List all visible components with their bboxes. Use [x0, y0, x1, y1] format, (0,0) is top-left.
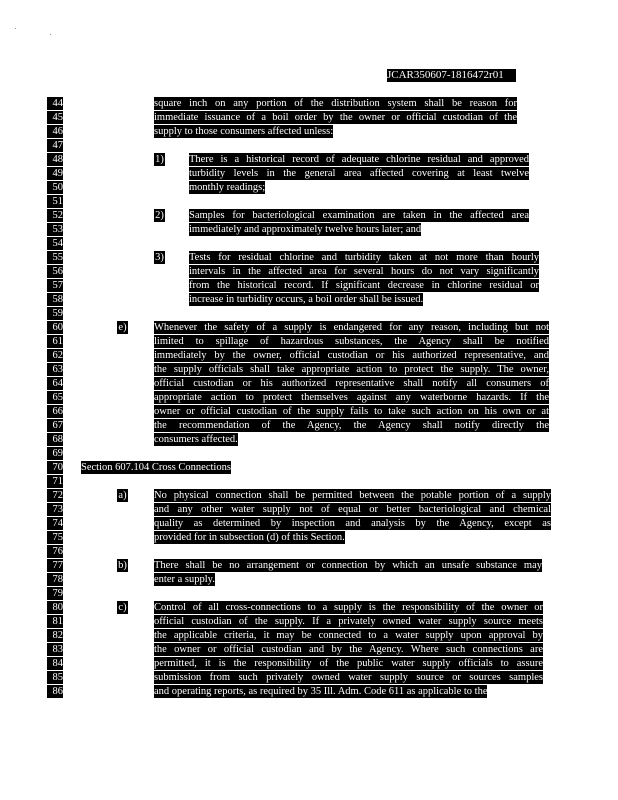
line-number: 46 — [47, 125, 63, 138]
line-number: 74 — [47, 517, 63, 530]
line-number: 75 — [47, 531, 63, 544]
text-line: appropriate action to protect themselves against any waterborne hazards. If the — [154, 392, 549, 403]
line-number: 83 — [47, 643, 63, 656]
line-number: 61 — [47, 335, 63, 348]
text-line: quality as determined by inspection and analysis by the Agency, except as — [154, 518, 551, 529]
text-line: the applicable criteria, it may be connected to a water supply upon approval by — [154, 630, 543, 641]
line-number: 45 — [47, 111, 63, 124]
list-marker: 3) — [155, 252, 164, 263]
line-number: 85 — [47, 671, 63, 684]
text-line: immediately by the owner, official custodian or his authorized representative, and — [154, 350, 549, 361]
document-id: JCAR350607-1816472r01 — [387, 69, 516, 82]
line-number: 54 — [47, 237, 63, 250]
text-line: increase in turbidity occurs, a boil order shall be issued. — [189, 294, 424, 305]
text-line: Samples for bacteriological examination are taken in the affected area — [189, 210, 529, 221]
line-number: 60 — [47, 321, 63, 334]
text-line: the supply officials shall take appropriate action to protect the supply. The owner, — [154, 364, 549, 375]
line-number: 52 — [47, 209, 63, 222]
text-line: submission from such privately owned water supply source or sources samples — [154, 672, 543, 683]
line-number: 64 — [47, 377, 63, 390]
text-line: monthly readings; — [189, 182, 266, 193]
line-number: 81 — [47, 615, 63, 628]
line-number: 55 — [47, 251, 63, 264]
text-line: There shall be no arrangement or connection by which an unsafe substance may — [154, 560, 542, 571]
text-line: permitted, it is the responsibility of the public water supply officials to assure — [154, 658, 543, 669]
line-number: 82 — [47, 629, 63, 642]
text-line: from the historical record. If significant decrease in chlorine residual or — [189, 280, 539, 291]
line-number: 67 — [47, 419, 63, 432]
line-number: 76 — [47, 545, 63, 558]
line-number: 69 — [47, 447, 63, 460]
list-marker: e) — [118, 322, 127, 333]
line-number: 50 — [47, 181, 63, 194]
line-number: 57 — [47, 279, 63, 292]
line-number: 79 — [47, 587, 63, 600]
line-number: 70 — [47, 461, 63, 474]
line-number: 49 — [47, 167, 63, 180]
line-number: 71 — [47, 475, 63, 488]
line-number: 58 — [47, 293, 63, 306]
line-number: 66 — [47, 405, 63, 418]
text-line: immediately and approximately twelve hours later; and — [189, 224, 422, 235]
text-line: limited to spillage of hazardous substances, the Agency shall be notified — [154, 336, 549, 347]
line-number: 80 — [47, 601, 63, 614]
text-line: There is a historical record of adequate chlorine residual and approved — [189, 154, 529, 165]
text-line: square inch on any portion of the distribution system shall be reason for — [154, 98, 517, 109]
text-line: and operating reports, as required by 35 Ill. Adm. Code 611 as applicable to the — [154, 686, 488, 697]
text-line: provided for in subsection (d) of this Section. — [154, 532, 345, 543]
text-line: supply to those consumers affected unless: — [154, 126, 334, 137]
list-marker: 2) — [155, 210, 164, 221]
list-marker: c) — [118, 602, 127, 613]
line-number: 72 — [47, 489, 63, 502]
line-number: 77 — [47, 559, 63, 572]
text-line: enter a supply. — [154, 574, 215, 585]
text-line: intervals in the affected area for several hours do not vary significantly — [189, 266, 539, 277]
scan-speck — [15, 28, 16, 29]
line-number: 44 — [47, 97, 63, 110]
line-number: 51 — [47, 195, 63, 208]
text-line: Tests for residual chlorine and turbidity taken at not more than hourly — [189, 252, 539, 263]
line-number: 53 — [47, 223, 63, 236]
text-line: consumers affected. — [154, 434, 238, 445]
line-number: 63 — [47, 363, 63, 376]
text-line: turbidity levels in the general area affected covering at least twelve — [189, 168, 529, 179]
line-number: 48 — [47, 153, 63, 166]
text-line: and any other water supply not of equal or better bacteriological and chemical — [154, 504, 551, 515]
list-marker: 1) — [155, 154, 164, 165]
line-number: 86 — [47, 685, 63, 698]
line-number: 84 — [47, 657, 63, 670]
text-line: official custodian or his authorized representative shall notify all consumers of — [154, 378, 549, 389]
text-line: the recommendation of the Agency, the Agency shall notify directly the — [154, 420, 549, 431]
scan-speck — [50, 34, 51, 35]
text-line: No physical connection shall be permitted between the potable portion of a supply — [154, 490, 551, 501]
list-marker: a) — [118, 490, 127, 501]
line-number: 62 — [47, 349, 63, 362]
line-number: 68 — [47, 433, 63, 446]
line-number: 78 — [47, 573, 63, 586]
text-line: the owner or official custodian and by the Agency. Where such connections are — [154, 644, 543, 655]
line-number: 47 — [47, 139, 63, 152]
line-number: 73 — [47, 503, 63, 516]
text-line: official custodian of the supply. If a privately owned water supply source meets — [154, 616, 543, 627]
line-number: 56 — [47, 265, 63, 278]
line-number: 59 — [47, 307, 63, 320]
text-line: Whenever the safety of a supply is endangered for any reason, including but not — [154, 322, 549, 333]
text-line: Control of all cross-connections to a supply is the responsibility of the owner or — [154, 602, 543, 613]
section-heading: Section 607.104 Cross Connections — [81, 462, 231, 473]
text-line: owner or official custodian of the supply fails to take such action on his own or at — [154, 406, 549, 417]
list-marker: b) — [118, 560, 127, 571]
text-line: immediate issuance of a boil order by the owner or official custodian of the — [154, 112, 517, 123]
line-number: 65 — [47, 391, 63, 404]
